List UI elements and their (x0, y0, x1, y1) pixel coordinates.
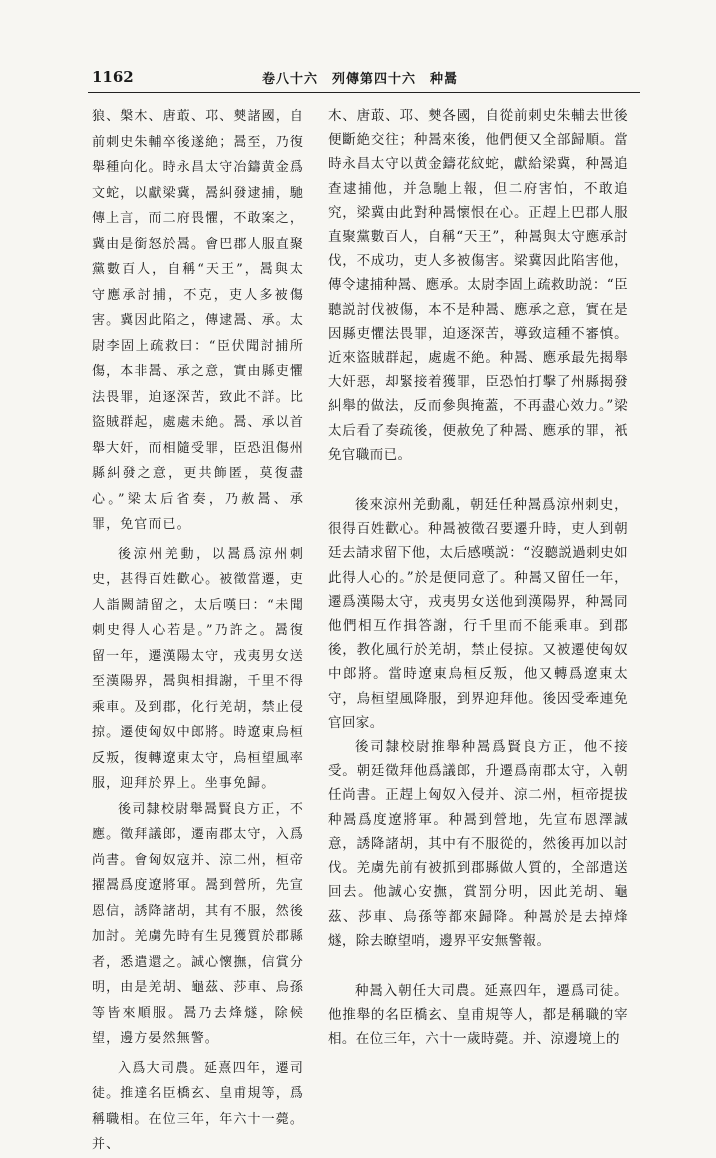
page-number: 1162 (92, 68, 134, 86)
translation-paragraph-2: 後來涼州羌動亂，朝廷任种暠爲涼州刺史，很得百姓歡心。种暠被徵召要遷升時，吏人到朝廷去請求留下他，太后感嘆説：“沒聽説過刺史如此得人心的。”於是便同意了。种暠又留任一年，遷爲漢陽太守，戎夷男女送他到漢陽界，种暠同他們相互作揖答謝，行千里而不能乘車。到郡後，教化風行於羌胡，禁止侵掠。又被遷使匈奴中郎將。當時遼東烏桓反叛，他又轉爲遼東太守，烏桓望風降服，到界迎拜他。後因受牽連免官回家。 (328, 497, 628, 731)
classical-paragraph-1: 狼、槃木、唐菆、邛、僰諸國，自前刺史朱輔卒後遂絶；暠至，乃復舉種向化。時永昌太守冶鑄黄金爲文蛇，以獻梁冀，暠糾發逮捕，馳傳上言，而二府畏懼，不敢案之，冀由是銜怒於暠。會巴郡人服直聚黨數百人，自稱“天王”，暠與太守應承討捕，不克，吏人多被傷害。冀因此陷之，傳逮暠、承。太尉李固上疏救曰：“臣伏聞討捕所傷，本非暠、承之意，實由縣吏懼法畏罪，迫逐深苦，致此不詳。比盜賊群起，處處未絶。暠、承以首舉大奸，而相隨受罪，臣恐沮傷州縣糾發之意，更共飾匿，莫復盡心。”梁太后省奏，乃赦暠、承罪，免官而已。 (92, 109, 304, 532)
translation-paragraph-3: 後司隸校尉推舉种暠爲賢良方正，他不接受。朝廷徵拜他爲議郎，升遷爲南郡太守，入朝任尚書。正趕上匈奴入侵并、涼二州，桓帝提拔种暠爲度遼將軍。种暠到營地，先宣布恩澤誠意，誘降諸胡，其中有不服從的，然後再加以討伐。羌虜先前有被抓到郡縣做人質的，全部遣送回去。他誠心安撫，賞罰分明，因此羌胡、龜茲、莎車、烏孫等都來歸降。种暠於是去掉烽燧，除去瞭望哨，邊界平安無警報。 (328, 739, 628, 949)
classical-paragraph-3: 後司隸校尉舉暠賢良方正，不應。徵拜議郎，遷南郡太守，入爲尚書。會匈奴寇并、涼二州，桓帝擢暠爲度遼將軍。暠到營所，先宣恩信，誘降諸胡，其有不服，然後加討。羌虜先時有生見獲質於郡縣者，悉遣還之。誠心懷撫，信賞分明，由是羌胡、龜茲、莎車、烏孫等皆來順服。暠乃去烽燧，除候望，邊方晏然無警。 (92, 801, 304, 1046)
translation-column (328, 104, 628, 1052)
header-rule (88, 92, 640, 93)
running-head: 卷八十六 列傳第四十六 种暠 (262, 72, 459, 87)
classical-paragraph-4: 入爲大司農。延熹四年，遷司徒。推達名臣橋玄、皇甫規等，爲稱職相。在位三年，年六十一薨。并、 (92, 1060, 304, 1152)
page-header (0, 0, 716, 96)
translation-paragraph-1: 木、唐菆、邛、僰各國，自從前刺史朱輔去世後便斷絶交往；种暠來後，他們便又全部歸順。當時永昌太守以黄金鑄花紋蛇，獻給梁冀，种暠追查逮捕他，并急馳上報，但二府害怕，不敢追究，梁冀由此對种暠懷恨在心。正趕上巴郡人服直聚黨數百人，自稱“天王”，种暠與太守應承討伐，不成功，吏人多被傷害。梁冀因此陷害他，傳令逮捕种暠、應承。太尉李固上疏救助説：“臣聽説討伐被傷，本不是种暠、應承之意，實在是因縣吏懼法畏罪，迫逐深苦，導致這種不審慎。近來盜賊群起，處處不絶。种暠、應承最先揭舉大奸惡，却緊接着獲罪，臣恐怕打擊了州縣揭發糾舉的做法，反而參與掩蓋，不再盡心效力。”梁太后看了奏疏後，便赦免了种暠、應承的罪，衹免官職而已。 (328, 108, 628, 463)
translation-paragraph-4: 种暠入朝任大司農。延熹四年，遷爲司徒。他推舉的名臣橋玄、皇甫規等人，都是稱職的宰相。在位三年，六十一歲時薨。并、涼邊境上的 (328, 982, 628, 1048)
classical-text-column (92, 104, 304, 1158)
classical-paragraph-2: 後涼州羌動，以暠爲涼州刺史，甚得百姓歡心。被徵當遷，吏人詣闕請留之，太后嘆曰：“未聞刺史得人心若是。”乃許之。暠復留一年，遷漢陽太守，戎夷男女送至漢陽界，暠與相揖謝，千里不得乘車。及到郡，化行羌胡，禁止侵掠。遷使匈奴中郎將。時遼東烏桓反叛，復轉遼東太守，烏桓望風率服，迎拜於界上。坐事免歸。 (92, 546, 304, 791)
